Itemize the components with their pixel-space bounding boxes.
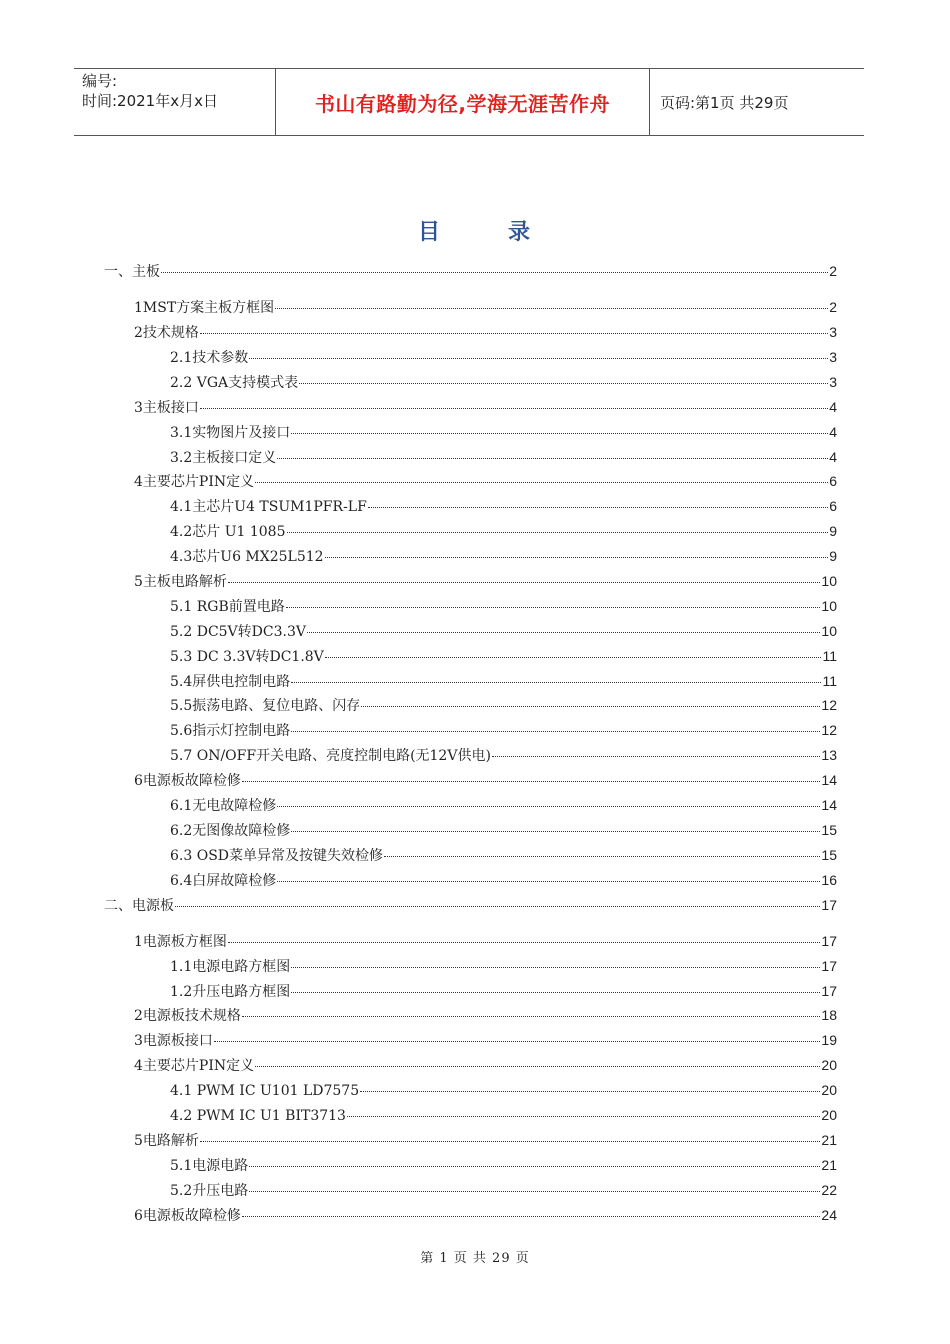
toc-entry[interactable]: 5.3 DC 3.3V转DC1.8V 11 bbox=[170, 648, 837, 665]
toc-entry[interactable]: 5.2 DC5V转DC3.3V 10 bbox=[170, 623, 837, 640]
header-time-label: 时间:2021年x月x日 bbox=[82, 92, 218, 110]
toc-entry[interactable]: 二、电源板 17 bbox=[104, 897, 837, 914]
toc-entry[interactable]: 5.1 RGB前置电路 10 bbox=[170, 598, 837, 615]
header-meta bbox=[74, 69, 276, 135]
toc-entry[interactable]: 5.5振荡电路、复位电路、闪存 12 bbox=[170, 697, 837, 714]
toc-entry[interactable]: 4.2芯片 U1 1085 9 bbox=[170, 523, 837, 540]
toc-entry[interactable]: 4.1主芯片U4 TSUM1PFR-LF 6 bbox=[170, 498, 837, 515]
header-page-code: 页码:第1页 共29页 bbox=[660, 93, 789, 112]
toc-entry[interactable]: 6电源板故障检修 14 bbox=[134, 772, 837, 789]
toc-title bbox=[0, 215, 950, 246]
toc-entry[interactable]: 5.4屏供电控制电路 11 bbox=[170, 673, 837, 690]
page-header bbox=[74, 68, 864, 136]
toc-entry[interactable]: 5电路解析 21 bbox=[134, 1132, 837, 1149]
toc-entry[interactable]: 3.2主板接口定义 4 bbox=[170, 449, 837, 466]
toc-entry[interactable]: 1MST方案主板方框图 2 bbox=[134, 299, 837, 316]
toc-entry[interactable]: 2.1技术参数 3 bbox=[170, 349, 837, 366]
toc-entry[interactable]: 5.1电源电路 21 bbox=[170, 1157, 837, 1174]
toc-entry[interactable]: 6.3 OSD菜单异常及按键失效检修 15 bbox=[170, 847, 837, 864]
toc-entry[interactable]: 1.2升压电路方框图 17 bbox=[170, 983, 837, 1000]
page-footer: 第 1 页 共 29 页 bbox=[420, 1251, 530, 1266]
toc-entry[interactable]: 3主板接口 4 bbox=[134, 399, 837, 416]
toc-entry[interactable]: 6.4白屏故障检修 16 bbox=[170, 872, 837, 889]
toc-entry[interactable]: 4主要芯片PIN定义 20 bbox=[134, 1057, 837, 1074]
toc-entry[interactable]: 4.1 PWM IC U101 LD7575 20 bbox=[170, 1082, 837, 1099]
header-number-label: 编号: bbox=[82, 72, 118, 90]
toc-entry[interactable]: 2.2 VGA支持模式表 3 bbox=[170, 374, 837, 391]
header-motto: 书山有路勤为径,学海无涯苦作舟 bbox=[276, 69, 650, 135]
toc-entry[interactable]: 5主板电路解析 10 bbox=[134, 573, 837, 590]
toc-entry[interactable]: 6电源板故障检修 24 bbox=[134, 1207, 837, 1224]
toc-title-right: 录 bbox=[508, 219, 533, 245]
toc-entry[interactable]: 6.2无图像故障检修 15 bbox=[170, 822, 837, 839]
toc-entry[interactable]: 2技术规格 3 bbox=[134, 324, 837, 341]
toc-title-left: 目 bbox=[417, 219, 442, 245]
toc-entry[interactable]: 5.7 ON/OFF开关电路、亮度控制电路(无12V供电) 13 bbox=[170, 747, 837, 764]
toc-entry[interactable]: 3电源板接口 19 bbox=[134, 1032, 837, 1049]
toc-entry[interactable]: 4.2 PWM IC U1 BIT3713 20 bbox=[170, 1107, 837, 1124]
toc-entry[interactable]: 4.3芯片U6 MX25L512 9 bbox=[170, 548, 837, 565]
toc-entry[interactable]: 1.1电源电路方框图 17 bbox=[170, 958, 837, 975]
toc-entry[interactable]: 2电源板技术规格 18 bbox=[134, 1007, 837, 1024]
toc-entry[interactable]: 5.6指示灯控制电路 12 bbox=[170, 722, 837, 739]
toc-entry[interactable]: 6.1无电故障检修 14 bbox=[170, 797, 837, 814]
toc-entry[interactable]: 1电源板方框图 17 bbox=[134, 933, 837, 950]
toc-entry[interactable]: 一、主板 2 bbox=[104, 263, 837, 280]
toc-entry[interactable]: 3.1实物图片及接口 4 bbox=[170, 424, 837, 441]
toc-entry[interactable]: 4主要芯片PIN定义 6 bbox=[134, 473, 837, 490]
toc-entry[interactable]: 5.2升压电路 22 bbox=[170, 1182, 837, 1199]
